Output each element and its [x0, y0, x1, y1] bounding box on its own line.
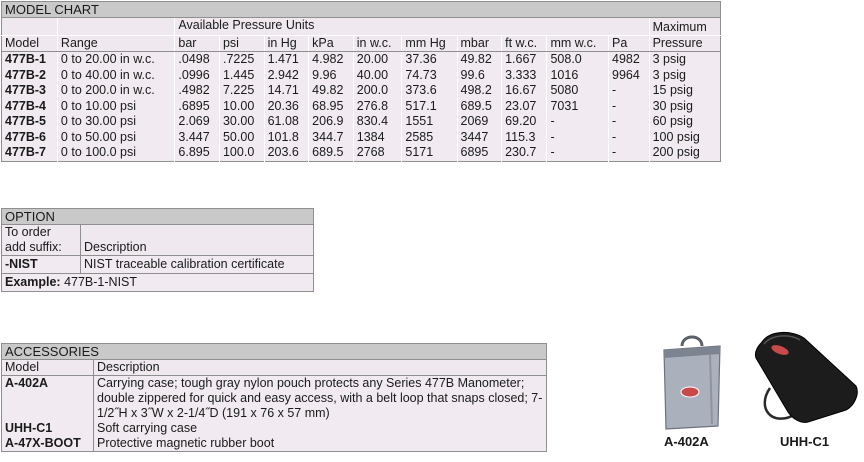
unit-value-cell: 498.2 — [457, 83, 502, 99]
accessory-model-cell: A-47X-BOOT — [2, 436, 94, 452]
unit-value-cell: 6895 — [457, 145, 502, 161]
accessories-table — [1, 343, 547, 452]
unit-value-cell: 30.00 — [219, 114, 264, 130]
unit-value-cell: - — [547, 114, 609, 130]
unit-value-cell: 37.36 — [402, 52, 457, 68]
unit-value-cell: 40.00 — [353, 68, 402, 84]
unit-value-cell: .0996 — [175, 68, 220, 84]
unit-value-cell: 1551 — [402, 114, 457, 130]
accessories-title: ACCESSORIES — [2, 344, 547, 360]
unit-value-cell: 49.82 — [457, 52, 502, 68]
unit-value-cell: 101.8 — [264, 130, 309, 146]
unit-value-cell: 206.9 — [309, 114, 354, 130]
accessories-caption-row — [2, 344, 547, 360]
unit-value-cell: 9964 — [609, 68, 650, 84]
model-cell: 477B-2 — [2, 68, 58, 84]
max-pressure-header-line2: Pressure — [649, 36, 720, 52]
units-group-header: Available Pressure Units — [175, 18, 649, 36]
unit-value-cell: 2.942 — [264, 68, 309, 84]
unit-value-cell: 5080 — [547, 83, 609, 99]
range-cell: 0 to 100.0 psi — [57, 145, 174, 161]
model-chart-body — [2, 52, 721, 162]
option-caption-row — [2, 209, 314, 225]
unit-value-cell: 276.8 — [353, 99, 402, 115]
max-pressure-cell: 3 psig — [652, 67, 686, 82]
option-example-row — [2, 274, 314, 292]
table-row — [2, 68, 721, 84]
unit-value-cell: 2069 — [457, 114, 502, 130]
unit-header: mm w.c. — [547, 36, 609, 52]
unit-value-cell: 1.471 — [264, 52, 309, 68]
max-pressure-cell: 3 psig — [652, 52, 686, 66]
accessory-model-cell: UHH-C1 — [2, 421, 94, 436]
suffix-header-line1: To order — [5, 225, 51, 239]
model-chart-header-row-2 — [2, 36, 721, 52]
unit-value-cell: 6.895 — [175, 145, 220, 161]
accessory-description-header: Description — [94, 360, 547, 376]
unit-value-cell: - — [547, 145, 609, 161]
model-chart-table — [1, 1, 721, 162]
unit-value-cell: 200.0 — [353, 83, 402, 99]
unit-value-cell: .4982 — [175, 83, 220, 99]
unit-value-cell: - — [609, 83, 650, 99]
unit-value-cell: 20.00 — [353, 52, 402, 68]
option-row — [2, 256, 314, 274]
option-header-row — [2, 225, 314, 256]
unit-value-cell: 49.82 — [309, 83, 354, 99]
unit-header: mm Hg — [402, 36, 457, 52]
unit-value-cell: 50.00 — [219, 130, 264, 146]
model-chart-caption-row — [2, 2, 721, 18]
table-row — [2, 130, 721, 146]
max-pressure-cell: 60 psig — [652, 114, 693, 128]
unit-value-cell: 373.6 — [402, 83, 457, 99]
accessories-body — [2, 376, 547, 452]
unit-value-cell: 9.96 — [309, 68, 354, 84]
unit-header: ft w.c. — [502, 36, 547, 52]
unit-value-cell: 689.5 — [309, 145, 354, 161]
product-label-a402a: A-402A — [664, 434, 709, 449]
unit-value-cell: .7225 — [219, 52, 264, 68]
unit-value-cell: 344.7 — [309, 130, 354, 146]
option-title: OPTION — [2, 209, 314, 225]
unit-value-cell: 2768 — [353, 145, 402, 161]
option-description-header: Description — [81, 225, 314, 256]
suffix-header — [2, 225, 81, 256]
table-row — [2, 421, 547, 436]
table-row — [2, 376, 547, 422]
accessory-description-cell: Carrying case; tough gray nylon pouch protects any Series 477B Manometer; double zippered for quick and easy access, with a belt loop that snaps closed; 7-1/2˝H x 3˝W x 2-1/4˝D (191 x 76 x 57 mm) — [94, 376, 547, 422]
accessory-description-cell: Protective magnetic rubber boot — [94, 436, 547, 452]
unit-header: bar — [175, 36, 220, 52]
unit-value-cell: 74.73 — [402, 68, 457, 84]
unit-value-cell: 3.333 — [502, 68, 547, 84]
model-cell: 477B-6 — [2, 130, 58, 146]
unit-value-cell: 14.71 — [264, 83, 309, 99]
unit-value-cell: 2.069 — [175, 114, 220, 130]
unit-value-cell: - — [609, 145, 650, 161]
unit-value-cell: 5171 — [402, 145, 457, 161]
accessories-header-row — [2, 360, 547, 376]
range-cell: 0 to 10.00 psi — [57, 99, 174, 115]
unit-value-cell: 2585 — [402, 130, 457, 146]
range-cell: 0 to 50.00 psi — [57, 130, 174, 146]
unit-value-cell: 508.0 — [547, 52, 609, 68]
option-table — [1, 208, 314, 292]
model-chart-header-row-1 — [2, 18, 721, 36]
model-cell: 477B-7 — [2, 145, 58, 161]
header-spacer — [57, 18, 174, 36]
example-value: 477B-1-NIST — [64, 275, 138, 289]
unit-value-cell: 61.08 — [264, 114, 309, 130]
unit-header: mbar — [457, 36, 502, 52]
table-row — [2, 114, 721, 130]
model-cell: 477B-3 — [2, 83, 58, 99]
unit-value-cell: 115.3 — [502, 130, 547, 146]
table-row — [2, 83, 721, 99]
unit-value-cell: 230.7 — [502, 145, 547, 161]
max-pressure-cell: 200 psig — [652, 145, 700, 159]
model-chart-title: MODEL CHART — [2, 2, 721, 18]
unit-header: in Hg — [264, 36, 309, 52]
unit-value-cell: - — [547, 130, 609, 146]
unit-value-cell: 20.36 — [264, 99, 309, 115]
max-pressure-cell: 30 psig — [652, 98, 693, 113]
unit-header: kPa — [309, 36, 354, 52]
unit-value-cell: - — [609, 130, 650, 146]
option-example — [2, 274, 314, 292]
unit-value-cell: 517.1 — [402, 99, 457, 115]
max-pressure-cell: 15 psig — [652, 83, 693, 97]
unit-value-cell: .6895 — [175, 99, 220, 115]
example-label: Example: — [5, 275, 61, 289]
unit-value-cell: 16.67 — [502, 83, 547, 99]
unit-value-cell: 99.6 — [457, 68, 502, 84]
range-cell: 0 to 20.00 in w.c. — [57, 52, 174, 68]
table-row — [2, 99, 721, 115]
option-description: NIST traceable calibration certificate — [81, 256, 314, 274]
model-header: Model — [2, 36, 58, 52]
model-cell: 477B-5 — [2, 114, 58, 130]
suffix-header-line2: add suffix: — [5, 240, 62, 254]
range-cell: 0 to 30.00 psi — [57, 114, 174, 130]
table-row — [2, 145, 721, 161]
unit-value-cell: 1.667 — [502, 52, 547, 68]
black-soft-case-icon — [752, 328, 860, 430]
option-suffix: -NIST — [2, 256, 81, 274]
unit-header: psi — [219, 36, 264, 52]
unit-value-cell: 4.982 — [309, 52, 354, 68]
header-spacer — [2, 18, 58, 36]
unit-value-cell: 830.4 — [353, 114, 402, 130]
product-label-uhhc1: UHH-C1 — [780, 434, 830, 449]
accessory-model-cell: A-402A — [2, 376, 94, 422]
max-pressure-header-line1: Maximum — [652, 20, 707, 34]
unit-value-cell: 203.6 — [264, 145, 309, 161]
unit-value-cell: 1.445 — [219, 68, 264, 84]
unit-value-cell: 68.95 — [309, 99, 354, 115]
unit-value-cell: 7031 — [547, 99, 609, 115]
unit-value-cell: 7.225 — [219, 83, 264, 99]
accessory-description-cell: Soft carrying case — [94, 421, 547, 436]
unit-value-cell: 3447 — [457, 130, 502, 146]
gray-pouch-icon — [660, 332, 724, 432]
unit-value-cell: 4982 — [609, 52, 650, 68]
unit-value-cell: 1016 — [547, 68, 609, 84]
accessory-model-header: Model — [2, 360, 94, 376]
unit-value-cell: 689.5 — [457, 99, 502, 115]
table-row — [2, 52, 721, 68]
unit-value-cell: .0498 — [175, 52, 220, 68]
unit-header: Pa — [609, 36, 650, 52]
unit-value-cell: - — [609, 99, 650, 115]
unit-value-cell: 3.447 — [175, 130, 220, 146]
table-row — [2, 436, 547, 452]
model-cell: 477B-1 — [2, 52, 58, 68]
unit-value-cell: 10.00 — [219, 99, 264, 115]
range-header: Range — [57, 36, 174, 52]
unit-value-cell: 69.20 — [502, 114, 547, 130]
unit-header: in w.c. — [353, 36, 402, 52]
max-pressure-cell: 100 psig — [652, 129, 700, 144]
model-cell: 477B-4 — [2, 99, 58, 115]
range-cell: 0 to 200.0 in w.c. — [57, 83, 174, 99]
unit-value-cell: 1384 — [353, 130, 402, 146]
unit-value-cell: 100.0 — [219, 145, 264, 161]
range-cell: 0 to 40.00 in w.c. — [57, 68, 174, 84]
unit-value-cell: 23.07 — [502, 99, 547, 115]
unit-value-cell: - — [609, 114, 650, 130]
